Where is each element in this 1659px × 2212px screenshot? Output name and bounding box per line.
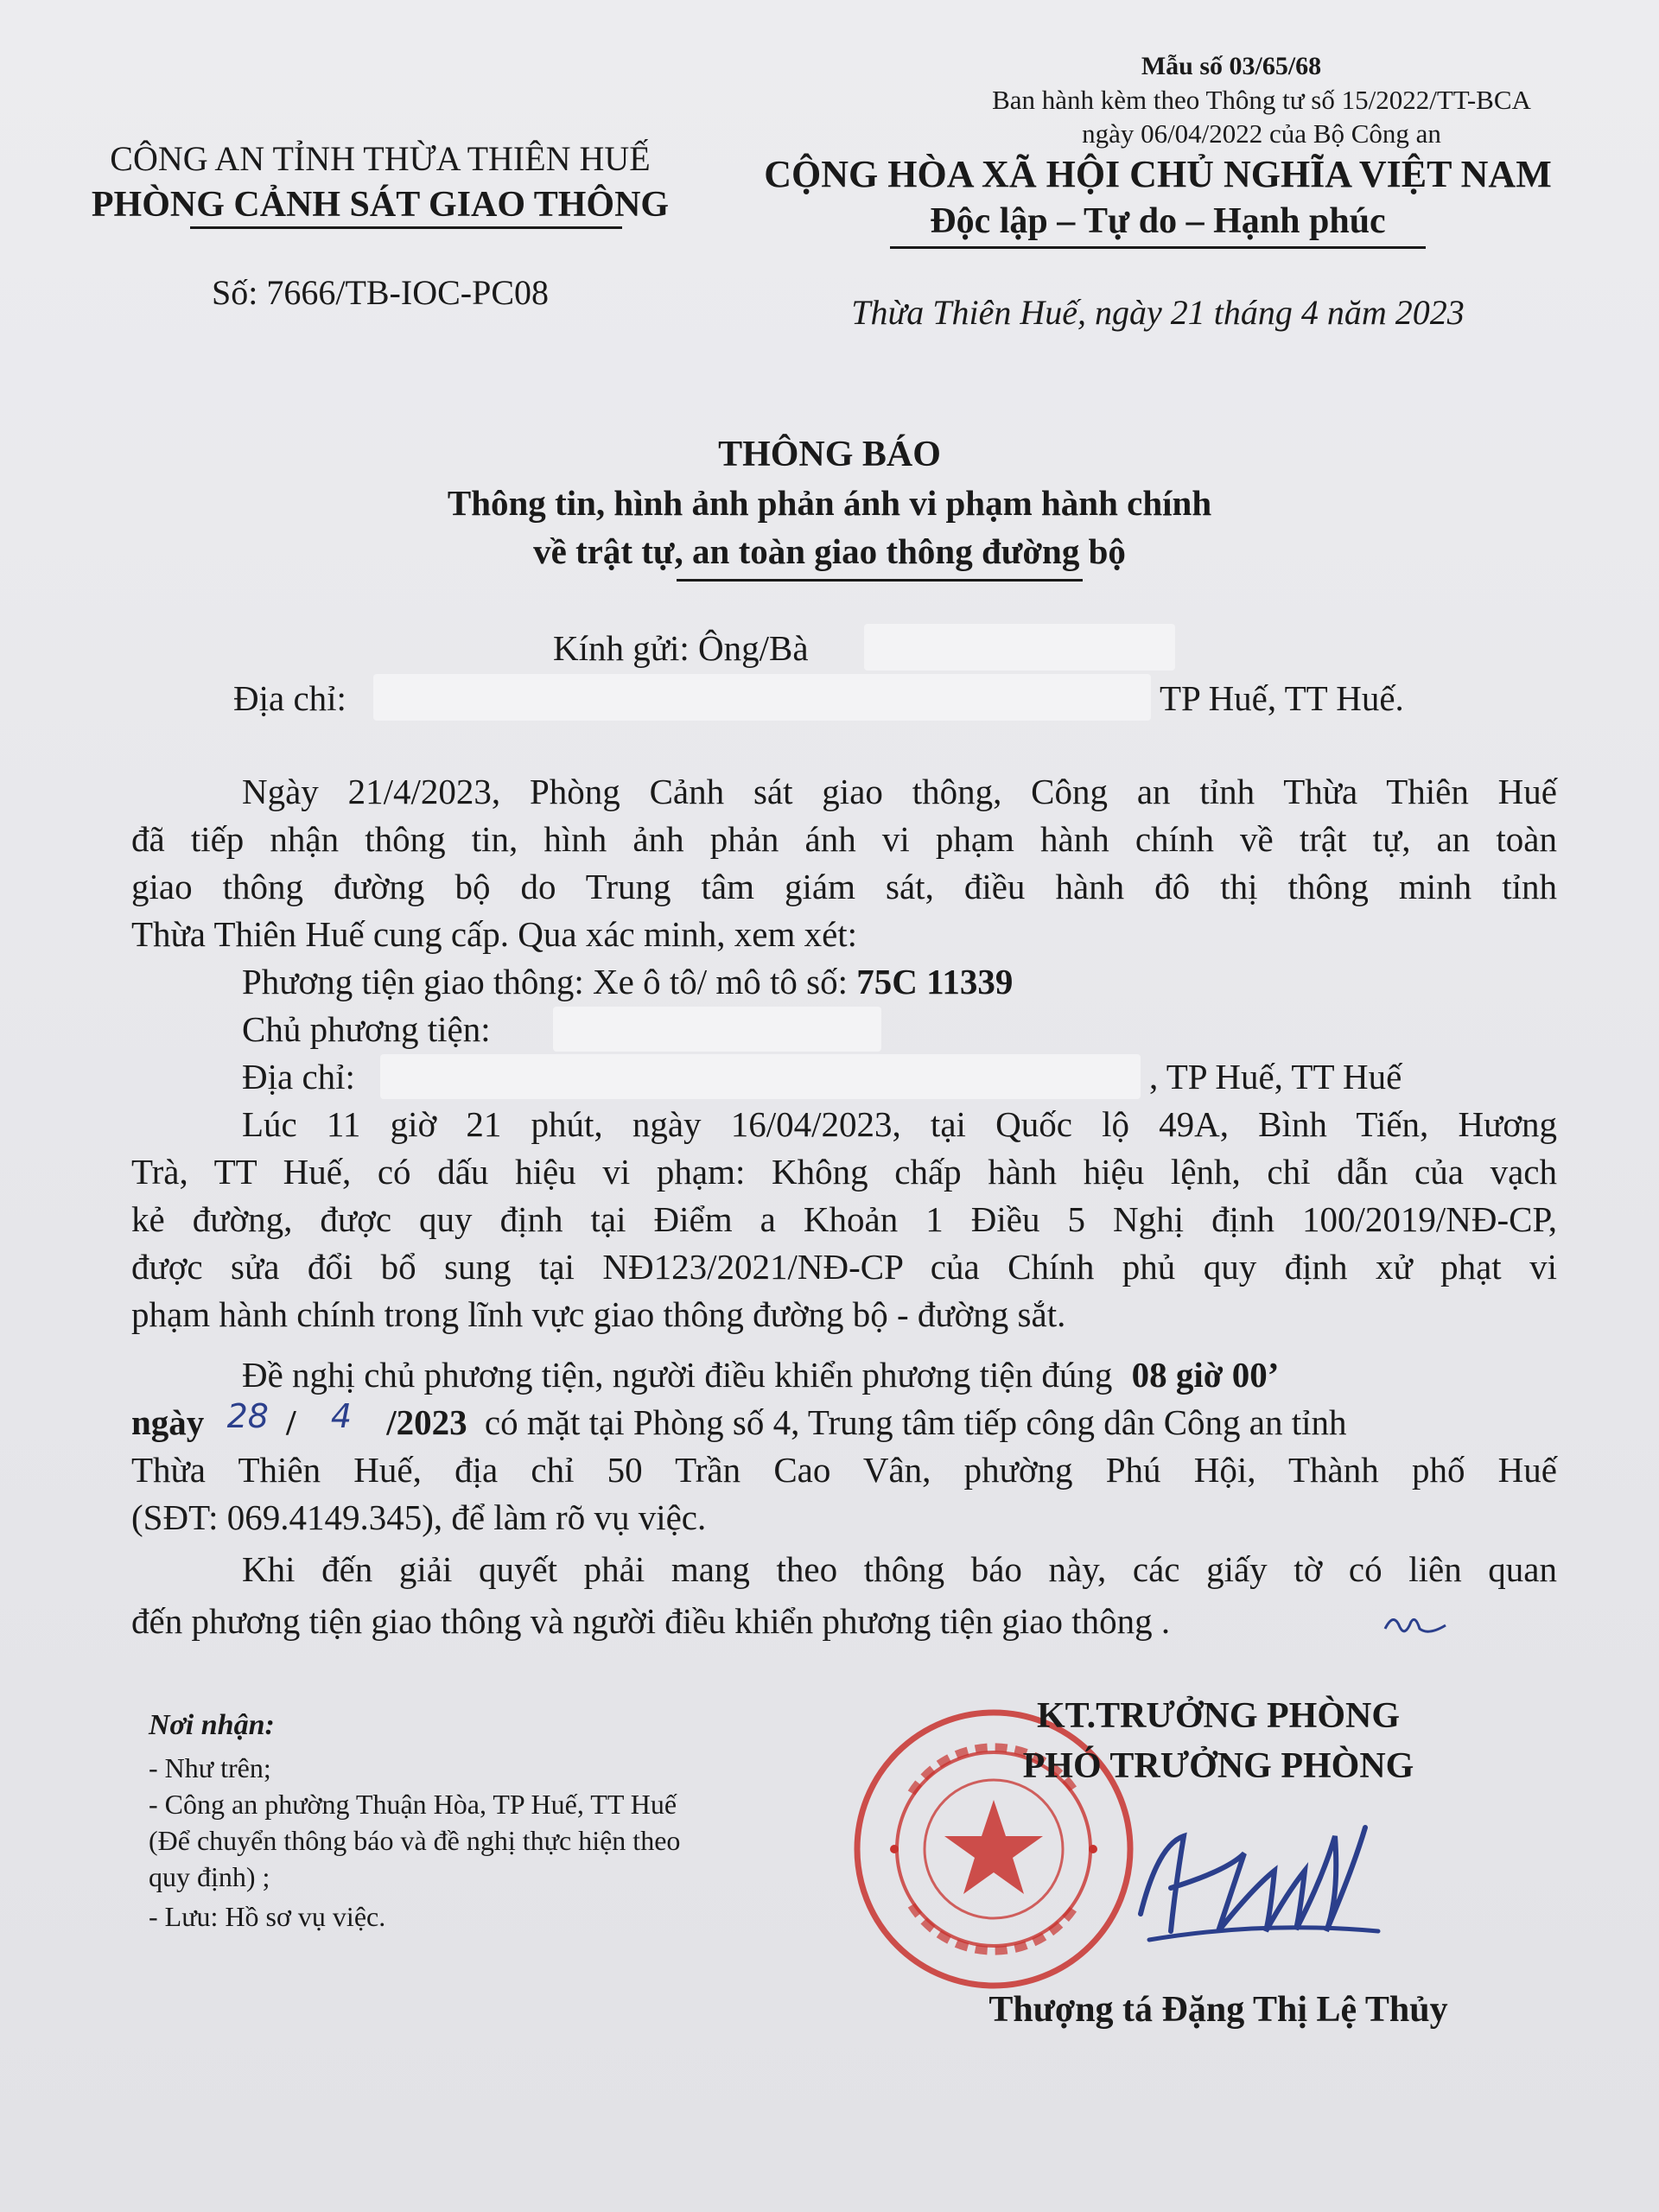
- vehicle-row: [242, 961, 1013, 1002]
- request-line-4: (SĐT: 069.4149.345), để làm rõ vụ việc.: [131, 1497, 707, 1537]
- request-location: có mặt tại Phòng số 4, Trung tâm tiếp công dân Công an tỉnh: [484, 1402, 1347, 1442]
- recipient-item: - Lưu: Hồ sơ vụ việc.: [149, 1901, 386, 1932]
- salutation: Kính gửi: Ông/Bà: [553, 628, 809, 668]
- documents-line-1: Khi đến giải quyết phải mang theo thông báo này, các giấy tờ có liên quan: [242, 1549, 1557, 1589]
- date-separator: /: [286, 1402, 296, 1442]
- paragraph-1-line-3: giao thông đường bộ do Trung tâm giám sát, điều hành đô thị thông minh tỉnh: [131, 867, 1557, 906]
- address-suffix: TP Huế, TT Huế.: [1160, 678, 1404, 718]
- paragraph-1-line-1: Ngày 21/4/2023, Phòng Cảnh sát giao thông, Công an tỉnh Thừa Thiên Huế: [242, 772, 1557, 811]
- redacted-address: [373, 674, 1151, 721]
- violation-line-5: phạm hành chính trong lĩnh vực giao thông đường bộ - đường sắt.: [131, 1294, 1066, 1334]
- recipient-item: quy định) ;: [149, 1861, 270, 1892]
- handwritten-signature: [1123, 1810, 1382, 1957]
- request-text: Đề nghị chủ phương tiện, người điều khiển phương tiện đúng: [242, 1355, 1113, 1395]
- redacted-owner: [553, 1007, 881, 1052]
- form-issued-line-1: Ban hành kèm theo Thông tư số 15/2022/TT-BCA: [992, 85, 1531, 115]
- request-line-3: Thừa Thiên Huế, địa chỉ 50 Trần Cao Vân, phường Phú Hội, Thành phố Huế: [131, 1450, 1557, 1490]
- agency-line-1: CÔNG AN TỈNH THỪA THIÊN HUẾ: [110, 139, 651, 178]
- recipient-item: - Công an phường Thuận Hòa, TP Huế, TT Huế: [149, 1789, 677, 1820]
- place-date: Thừa Thiên Huế, ngày 21 tháng 4 năm 2023: [851, 293, 1465, 332]
- appointment-day-label: ngày: [131, 1402, 205, 1442]
- initials-mark: [1381, 1603, 1450, 1646]
- form-issued-line-2: ngày 06/04/2022 của Bộ Công an: [1082, 118, 1441, 149]
- recipient-item: - Như trên;: [149, 1752, 271, 1783]
- recipient-item: (Để chuyển thông báo và đề nghị thực hiện theo: [149, 1825, 681, 1856]
- signature-title-1: KT.TRƯỞNG PHÒNG: [1037, 1696, 1400, 1736]
- owner-address-label: Địa chỉ:: [242, 1057, 355, 1096]
- owner-label: Chủ phương tiện:: [242, 1009, 491, 1049]
- violation-line-1: Lúc 11 giờ 21 phút, ngày 16/04/2023, tại Quốc lộ 49A, Bình Tiến, Hương: [242, 1104, 1557, 1144]
- request-line-1: [242, 1354, 1279, 1395]
- handwritten-month: 4: [330, 1397, 353, 1435]
- redacted-name: [864, 624, 1175, 671]
- notice-subtitle-2: về trật tự, an toàn giao thông đường bộ: [533, 531, 1126, 571]
- redacted-owner-address: [380, 1054, 1141, 1099]
- violation-line-4: được sửa đổi bổ sung tại NĐ123/2021/NĐ-CP của Chính phủ quy định xử phạt vi: [131, 1247, 1557, 1287]
- agency-line-2: PHÒNG CẢNH SÁT GIAO THÔNG: [91, 185, 670, 225]
- paragraph-1-line-4: Thừa Thiên Huế cung cấp. Qua xác minh, xem xét:: [131, 914, 858, 954]
- agency-underline: [190, 226, 622, 229]
- vehicle-plate: 75C 11339: [856, 962, 1014, 1001]
- handwritten-day: 28: [226, 1397, 269, 1435]
- document-number: Số: 7666/TB-IOC-PC08: [211, 273, 550, 312]
- recipients-title: Nơi nhận:: [149, 1709, 275, 1741]
- appointment-time: 08 giờ 00’: [1131, 1355, 1280, 1395]
- national-title: CỘNG HÒA XÃ HỘI CHỦ NGHĨA VIỆT NAM: [764, 153, 1552, 195]
- form-number: Mẫu số 03/65/68: [1141, 52, 1322, 80]
- owner-address-suffix: , TP Huế, TT Huế: [1149, 1057, 1402, 1096]
- signature-title-2: PHÓ TRƯỞNG PHÒNG: [1022, 1746, 1414, 1786]
- vehicle-label: Phương tiện giao thông: Xe ô tô/ mô tô số:: [242, 962, 849, 1001]
- violation-line-2: Trà, TT Huế, có dấu hiệu vi phạm: Không chấp hành hiệu lệnh, chỉ dẫn của vạch: [131, 1152, 1557, 1192]
- request-line-2: [131, 1397, 1347, 1443]
- national-motto: Độc lập – Tự do – Hạnh phúc: [930, 201, 1386, 241]
- notice-title: THÔNG BÁO: [718, 435, 941, 474]
- title-underline: [677, 579, 1083, 582]
- address-label: Địa chỉ:: [233, 678, 346, 718]
- signer-name: Thượng tá Đặng Thị Lệ Thủy: [988, 1990, 1448, 2030]
- paragraph-1-line-2: đã tiếp nhận thông tin, hình ảnh phản ánh vi phạm hành chính về trật tự, an toàn: [131, 819, 1557, 859]
- documents-line-2: đến phương tiện giao thông và người điều khiển phương tiện giao thông .: [131, 1601, 1171, 1641]
- motto-underline: [890, 246, 1426, 249]
- violation-line-3: kẻ đường, được quy định tại Điểm a Khoản 1 Điều 5 Nghị định 100/2019/NĐ-CP,: [131, 1199, 1557, 1239]
- notice-subtitle-1: Thông tin, hình ảnh phản ánh vi phạm hành chính: [447, 483, 1212, 523]
- appointment-year: /2023: [386, 1402, 467, 1442]
